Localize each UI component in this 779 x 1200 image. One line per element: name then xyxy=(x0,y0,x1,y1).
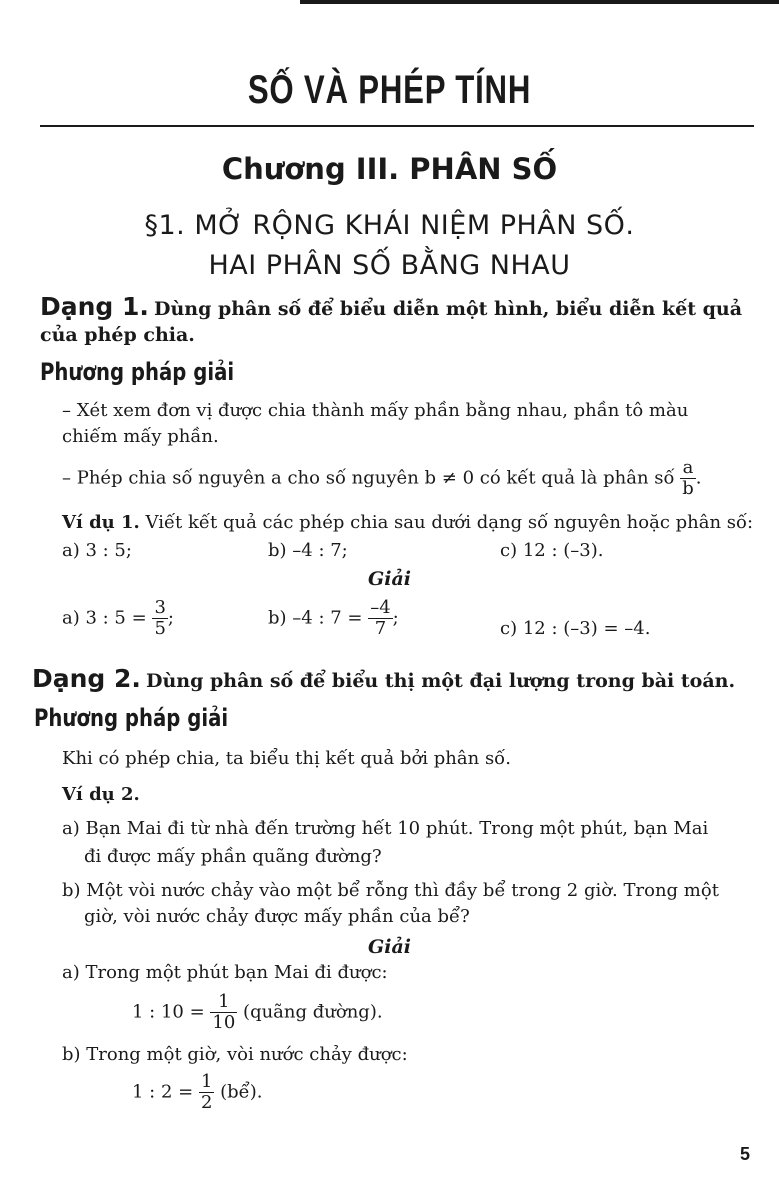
dang1-description-cont: của phép chia. xyxy=(40,324,195,346)
fraction-a-over-b: $\frac{a}{b}$ xyxy=(682,457,694,499)
dang1-heading xyxy=(40,292,742,321)
solution1-b: b) –4 : 7 = $\frac{-4}{7}$ ; xyxy=(268,597,399,639)
answer-b-text: b) Trong một giờ, vòi nước chảy được: xyxy=(62,1044,408,1065)
example2-question-a: a) Bạn Mai đi từ nhà đến trường hết 10 phút. Trong một phút, bạn Mai xyxy=(62,818,709,839)
dang1-bullet1-cont: chiếm mấy phần. xyxy=(62,426,219,447)
dang2-label: Dạng 2. xyxy=(32,664,141,693)
example2-question-a-cont: đi được mấy phần quãng đường? xyxy=(84,846,382,867)
chapter-title: Chương III. PHÂN SỐ xyxy=(221,152,558,186)
solution1-c: c) 12 : (–3) = –4. xyxy=(500,618,651,639)
example1-item-c: c) 12 : (–3). xyxy=(500,540,604,561)
page-number: 5 xyxy=(740,1144,751,1164)
example1-item-b: b) –4 : 7; xyxy=(268,540,348,561)
dang1-bullet2: – Phép chia số nguyên a cho số nguyên b ≠ 0 có kết quả là phân số $\frac{a}{b}$ . xyxy=(62,457,702,499)
dang1-solution-heading: Giải xyxy=(368,568,411,590)
example2-question-b-cont: giờ, vòi nước chảy được mấy phần của bể? xyxy=(84,906,470,927)
example2-question-b: b) Một vòi nước chảy vào một bể rỗng thì đầy bể trong 2 giờ. Trong một xyxy=(62,880,719,901)
dang1-description: Dùng phân số để biểu diễn một hình, biểu diễn kết quả xyxy=(154,298,743,320)
part-title: SỐ VÀ PHÉP TÍNH xyxy=(247,68,532,112)
section-title-line2: HAI PHÂN SỐ BẰNG NHAU xyxy=(208,250,571,281)
dang2-method-title: Phương pháp giải xyxy=(34,704,229,732)
dang2-solution-heading: Giải xyxy=(368,936,411,958)
title-underline xyxy=(40,125,754,127)
example2-label: Ví dụ 2. xyxy=(62,784,140,805)
dang1-label: Dạng 1. xyxy=(40,292,149,321)
top-border-rule xyxy=(300,0,779,4)
section-title-line1: §1. MỞ RỘNG KHÁI NIỆM PHÂN SỐ. xyxy=(144,210,635,241)
fraction-3-5: $\frac{3}{5}$ xyxy=(154,597,166,639)
solution1-a: a) 3 : 5 = $\frac{3}{5}$ ; xyxy=(62,597,174,639)
answer-a-equation: 1 : 10 = $\frac{1}{10}$ (quãng đường). xyxy=(132,991,383,1033)
fraction-1-10: $\frac{1}{10}$ xyxy=(212,991,236,1033)
answer-b-equation: 1 : 2 = $\frac{1}{2}$ (bể). xyxy=(132,1071,263,1113)
fraction-1-2: $\frac{1}{2}$ xyxy=(200,1071,213,1113)
answer-a-text: a) Trong một phút bạn Mai đi được: xyxy=(62,962,388,983)
example1-label: Ví dụ 1. xyxy=(62,512,140,533)
dang2-heading xyxy=(32,664,735,693)
example1: Ví dụ 1. Viết kết quả các phép chia sau dưới dạng số nguyên hoặc phân số: xyxy=(62,512,754,533)
dang2-description: Dùng phân số để biểu thị một đại lượng trong bài toán. xyxy=(146,670,736,692)
example1-item-a: a) 3 : 5; xyxy=(62,540,132,561)
fraction-neg4-7: $\frac{-4}{7}$ xyxy=(370,597,391,639)
dang1-method-title: Phương pháp giải xyxy=(40,358,235,386)
dang1-bullet1: – Xét xem đơn vị được chia thành mấy phần bằng nhau, phần tô màu xyxy=(62,400,689,421)
dang2-method-text: Khi có phép chia, ta biểu thị kết quả bởi phân số. xyxy=(62,748,511,769)
